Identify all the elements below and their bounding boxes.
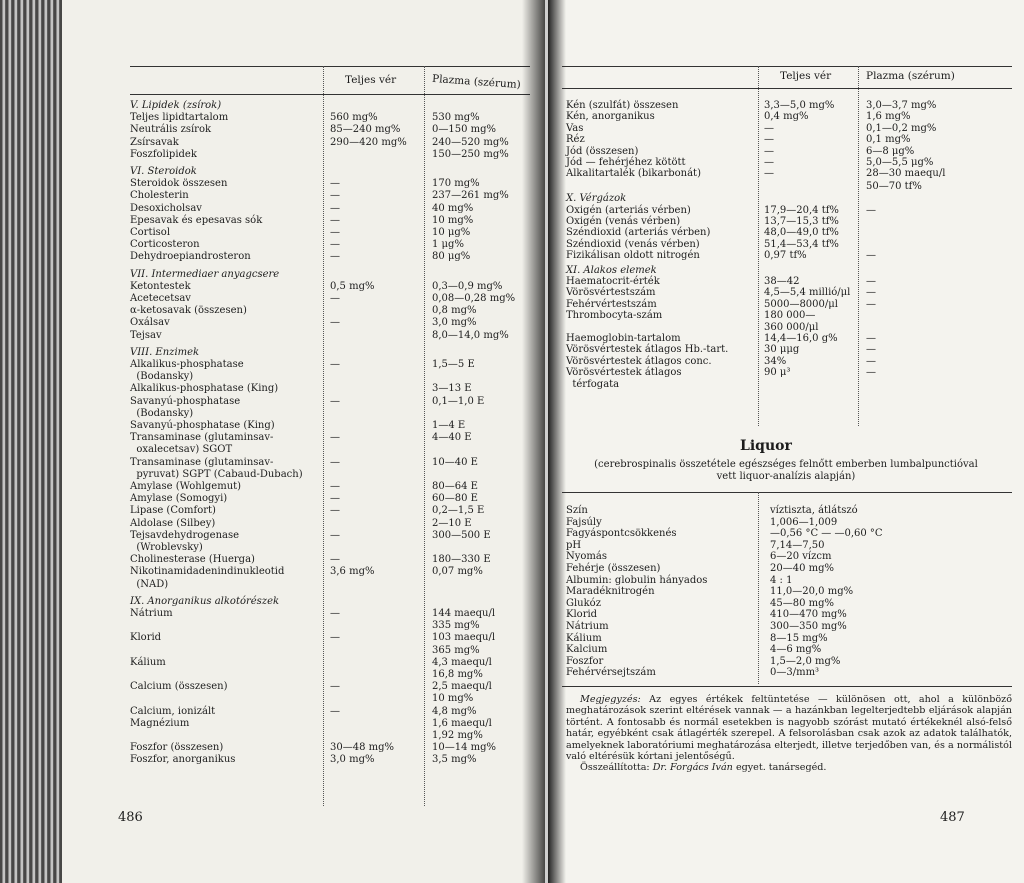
liquor-top-rule: [562, 492, 1012, 493]
column-divider: [323, 66, 324, 806]
liquor-row-value: 8—15 mg%: [770, 632, 828, 644]
plasma-value: —: [866, 367, 876, 379]
row-label: Calcium, ionizált: [130, 705, 216, 717]
column-divider: [858, 66, 859, 426]
row-label: Transaminase (glutaminsav- oxalecetsav) SGOT: [130, 432, 274, 456]
row-label: Zsírsavak: [130, 136, 179, 148]
row-label: Amylase (Wohlgemut): [130, 481, 242, 492]
plasma-value: 4,3 maequ/l 16,8 mg%: [432, 656, 492, 680]
plasma-value: 2—10 E: [432, 517, 472, 529]
liquor-row-label: Foszfor: [566, 655, 604, 667]
liquor-row-label: Fehérje (összesen): [566, 563, 661, 574]
plasma-header: Plazma (szérum): [866, 70, 955, 82]
gutter-shadow: [522, 0, 545, 883]
plasma-value: 300—500 E: [432, 529, 491, 541]
row-label: Aldolase (Silbey): [130, 517, 216, 529]
row-label: Savanyú-phosphatase (Bodansky): [130, 395, 241, 419]
section-heading: VIII. Enzimek: [130, 346, 200, 358]
row-label: Széndioxid (venás vérben): [566, 238, 700, 250]
whole-blood-value: 0,4 mg%: [764, 111, 809, 123]
row-label: Tejsavdehydrogenase (Wroblevsky): [130, 529, 240, 553]
liquor-row-label: Nátrium: [566, 621, 609, 632]
plasma-value: 150—250 mg%: [432, 148, 509, 160]
liquor-row-value: —0,56 °C — —0,60 °C: [770, 528, 883, 540]
liquor-row-label: Klorid: [566, 609, 598, 621]
liquor-row-value: 7,14—7,50: [770, 539, 825, 551]
whole-blood-value: 90 μ³: [764, 367, 791, 379]
row-label: Epesavak és epesavas sók: [130, 214, 263, 226]
plasma-value: 1—4 E: [432, 420, 466, 431]
whole-blood-value: —: [330, 227, 340, 238]
row-label: Foszfolipidek: [130, 148, 197, 160]
whole-blood-value: —: [330, 432, 340, 444]
liquor-row-label: Kalcium: [566, 644, 608, 656]
row-label: Cholesterin: [130, 190, 189, 202]
plasma-value: 240—520 mg%: [432, 136, 509, 148]
note-text: Az egyes értékek feltüntetése — különösen ott, ahol a különböző meghatározások szerint eltérések vannak — a hazánkban legelterjedtebb eljárások alapján történt. A fontosabb és normál esetekben is nagyobb szórást mutató értékeknél alsó-felső határ, egyébként csak átlagérték szerepel. A felsorolásban csak azok az adatok találhatók, amelyeknek laboratóriumi meghatározása elterjedt, illetve terjedőben van, és a normálistól való eltérésük kórtani jelentőségű.: [566, 694, 1012, 763]
whole-blood-value: —: [330, 608, 340, 619]
row-label: Steroidok összesen: [130, 178, 228, 190]
whole-blood-value: —: [330, 251, 340, 263]
plasma-value: 3,5 mg%: [432, 754, 477, 766]
plasma-value: 6—8 μg%: [866, 145, 915, 157]
row-label: Tejsav: [130, 329, 162, 341]
column-divider: [758, 66, 759, 426]
row-label: Haematocrit-érték: [566, 276, 660, 287]
row-label: Oxigén (arteriás vérben): [566, 204, 691, 216]
plasma-value: 103 maequ/l 365 mg%: [432, 632, 496, 656]
whole-blood-value: 34%: [764, 355, 787, 367]
whole-blood-value: 14,4—16,0 g%: [764, 333, 838, 344]
row-label: Teljes lipidtartalom: [130, 112, 229, 124]
plasma-value: 80 μg%: [432, 251, 471, 263]
plasma-value: 60—80 E: [432, 493, 478, 505]
plasma-value: 180—330 E: [432, 554, 491, 566]
row-label: Nátrium: [130, 608, 173, 619]
plasma-value: 0,3—0,9 mg%: [432, 280, 503, 292]
row-label: Fehérvértestszám: [566, 298, 657, 310]
row-label: Amylase (Somogyi): [130, 493, 228, 505]
row-label: Vörösvértestek átlagos térfogata: [566, 367, 682, 391]
plasma-value: 5,0—5,5 μg%: [866, 157, 934, 168]
liquor-row-value: 300—350 mg%: [770, 621, 847, 632]
row-label: Vörösvértestszám: [566, 287, 656, 299]
row-label: Thrombocyta-szám: [566, 310, 663, 322]
row-label: Vörösvértestek átlagos Hb.-tart.: [566, 344, 729, 356]
row-label: Kálium: [130, 656, 166, 668]
row-label: Cholinesterase (Huerga): [130, 554, 255, 566]
liquor-row-label: Maradéknitrogén: [566, 586, 655, 598]
row-label: Kén (szulfát) összesen: [566, 100, 679, 111]
liquor-row-value: 4—6 mg%: [770, 644, 822, 656]
whole-blood-value: 290—420 mg%: [330, 136, 407, 148]
plasma-value: 530 mg%: [432, 112, 480, 124]
whole-blood-value: —: [330, 190, 340, 202]
plasma-value: —: [866, 287, 876, 299]
plasma-value: 3,0—3,7 mg%: [866, 100, 937, 111]
whole-blood-value: 13,7—15,3 tf%: [764, 216, 839, 227]
header-top-rule: [130, 66, 530, 67]
whole-blood-value: 38—42: [764, 276, 800, 287]
section-heading: VII. Intermediaer anyagcsere: [130, 268, 280, 280]
whole-blood-value: 30—48 mg%: [330, 742, 395, 754]
header-top-rule: [562, 66, 1012, 67]
section-heading: V. Lipidek (zsírok): [130, 100, 222, 111]
row-label: Calcium (összesen): [130, 681, 228, 693]
plasma-value: 4—40 E: [432, 432, 472, 444]
plasma-value: 8,0—14,0 mg%: [432, 329, 509, 341]
whole-blood-value: —: [330, 202, 340, 214]
row-label: Neutrális zsírok: [130, 124, 212, 136]
binding-shade: [0, 0, 62, 883]
plasma-value: 10—40 E: [432, 456, 478, 468]
whole-blood-value: 4,5—5,4 millió/μl: [764, 287, 851, 299]
plasma-value: —: [866, 204, 876, 216]
plasma-value: 1,6 mg%: [866, 111, 911, 123]
whole-blood-value: —: [764, 157, 774, 168]
row-label: Magnézium: [130, 717, 190, 729]
row-label: Alkalikus-phosphatase (Bodansky): [130, 359, 244, 383]
liquor-row-value: 410—470 mg%: [770, 609, 847, 621]
whole-blood-value: —: [330, 395, 340, 407]
column-divider: [758, 492, 759, 684]
row-label: Cortisol: [130, 227, 171, 238]
section-heading: VI. Steroidok: [130, 166, 197, 177]
plasma-value: 144 maequ/l 335 mg%: [432, 608, 496, 632]
page-number: 486: [118, 810, 143, 825]
plasma-value: —: [866, 276, 876, 287]
section-heading: XI. Alakos elemek: [566, 264, 657, 276]
plasma-value: 3—13 E: [432, 383, 472, 395]
whole-blood-value: —: [330, 554, 340, 566]
liquor-row-value: 4 : 1: [770, 574, 793, 586]
row-label: Jód (összesen): [566, 145, 639, 157]
whole-blood-header: Teljes vér: [345, 74, 397, 86]
whole-blood-value: —: [330, 529, 340, 541]
whole-blood-value: 48,0—49,0 tf%: [764, 227, 839, 239]
whole-blood-value: 30 μμg: [764, 344, 800, 356]
row-label: Alkalitartalék (bikarbonát): [566, 168, 701, 180]
plasma-value: 0,8 mg%: [432, 305, 477, 317]
plasma-value: 0—150 mg%: [432, 124, 497, 136]
row-label: Acetecetsav: [130, 293, 191, 304]
plasma-value: 170 mg%: [432, 178, 480, 190]
whole-blood-value: —: [330, 239, 340, 251]
plasma-value: —: [866, 298, 876, 310]
plasma-value: —: [866, 344, 876, 356]
whole-blood-value: 3,0 mg%: [330, 754, 375, 766]
whole-blood-value: 0,97 tf%: [764, 250, 807, 262]
row-label: Nikotinamidadenindinukleotid (NAD): [130, 566, 285, 590]
row-label: Klorid: [130, 632, 162, 644]
row-label: Corticosteron: [130, 239, 200, 251]
row-label: Foszfor, anorganikus: [130, 754, 236, 766]
liquor-bottom-rule: [562, 686, 1012, 687]
plasma-value: 0,1—0,2 mg%: [866, 122, 937, 134]
whole-blood-value: 180 000— 360 000/μl: [764, 310, 819, 334]
plasma-value: 0,07 mg%: [432, 566, 483, 578]
column-divider: [424, 66, 425, 806]
plasma-value: 10 mg%: [432, 214, 474, 226]
row-label: Haemoglobin-tartalom: [566, 333, 681, 344]
row-label: Fizikálisan oldott nitrogén: [566, 250, 700, 262]
whole-blood-value: —: [330, 493, 340, 505]
whole-blood-value: —: [764, 122, 774, 134]
plasma-value: 28—30 maequ/l 50—70 tf%: [866, 168, 946, 192]
whole-blood-value: —: [330, 178, 340, 190]
whole-blood-value: —: [764, 145, 774, 157]
whole-blood-value: —: [330, 359, 340, 370]
whole-blood-value: —: [764, 134, 774, 146]
row-label: Kén, anorganikus: [566, 111, 655, 123]
plasma-value: 80—64 E: [432, 481, 478, 492]
footnote: [566, 694, 1012, 774]
whole-blood-value: —: [330, 293, 340, 304]
whole-blood-value: —: [330, 456, 340, 468]
liquor-row-label: Kálium: [566, 632, 602, 644]
whole-blood-value: 85—240 mg%: [330, 124, 401, 136]
whole-blood-value: —: [330, 632, 340, 644]
liquor-title: Liquor: [740, 438, 792, 454]
whole-blood-value: —: [330, 214, 340, 226]
liquor-row-label: Nyomás: [566, 551, 607, 563]
plasma-value: 0,1—1,0 E: [432, 395, 485, 407]
liquor-row-value: 1,5—2,0 mg%: [770, 655, 841, 667]
plasma-value: 0,2—1,5 E: [432, 505, 485, 517]
gutter-shadow: [548, 0, 566, 883]
compiled-by-name: Dr. Forgács Iván: [652, 762, 733, 774]
plasma-value: 1 μg%: [432, 239, 464, 251]
liquor-row-label: pH: [566, 539, 582, 551]
note-label: Megjegyzés:: [580, 694, 641, 705]
plasma-value: 4,8 mg%: [432, 705, 477, 717]
row-label: Foszfor (összesen): [130, 742, 224, 754]
row-label: Oxálsav: [130, 317, 170, 329]
plasma-value: 1,6 maequ/l 1,92 mg%: [432, 717, 492, 741]
plasma-value: —: [866, 355, 876, 367]
liquor-row-label: Glukóz: [566, 597, 601, 609]
liquor-row-value: 45—80 mg%: [770, 597, 835, 609]
liquor-row-label: Szín: [566, 505, 588, 516]
plasma-value: —: [866, 333, 876, 344]
liquor-row-label: Fehérvérsejtszám: [566, 667, 656, 679]
liquor-row-label: Fajsúly: [566, 516, 602, 528]
whole-blood-value: —: [330, 705, 340, 717]
page-number: 487: [940, 810, 965, 825]
whole-blood-value: —: [330, 505, 340, 517]
row-label: Vas: [566, 122, 584, 134]
liquor-row-value: 0—3/mm³: [770, 667, 820, 679]
compiled-by-label: Összeállította:: [580, 762, 650, 774]
plasma-value: 3,0 mg%: [432, 317, 477, 329]
row-label: Dehydroepiandrosteron: [130, 251, 251, 263]
liquor-row-value: 20—40 mg%: [770, 563, 835, 574]
whole-blood-value: —: [330, 317, 340, 329]
plasma-header: Plazma (szérum): [431, 72, 522, 92]
right-page: [548, 0, 1024, 883]
plasma-value: 40 mg%: [432, 202, 474, 214]
row-label: Lipase (Comfort): [130, 505, 216, 517]
whole-blood-value: 3,6 mg%: [330, 566, 375, 578]
whole-blood-value: 17,9—20,4 tf%: [764, 204, 839, 216]
row-label: α-ketosavak (összesen): [130, 305, 247, 317]
whole-blood-value: —: [764, 168, 774, 180]
plasma-value: 10 μg%: [432, 227, 471, 238]
liquor-subtitle: (cerebrospinalis összetétele egészséges felnőtt emberben lumbalpunctióval vett liquor-analízis alapján): [594, 459, 978, 483]
whole-blood-value: 5000—8000/μl: [764, 298, 838, 310]
row-label: Oxigén (venás vérben): [566, 216, 681, 227]
section-heading: IX. Anorganikus alkotórészek: [130, 595, 280, 607]
liquor-row-label: Fagyáspontcsökkenés: [566, 528, 677, 540]
liquor-row-label: Albumin: globulin hányados: [566, 574, 708, 586]
liquor-row-value: 1,006—1,009: [770, 516, 838, 528]
whole-blood-value: 0,5 mg%: [330, 280, 375, 292]
section-heading: X. Vérgázok: [566, 193, 627, 205]
row-label: Ketontestek: [130, 280, 191, 292]
row-label: Transaminase (glutaminsav- pyruvat) SGPT (Cabaud-Dubach): [130, 456, 303, 480]
liquor-row-value: 11,0—20,0 mg%: [770, 586, 854, 598]
whole-blood-value: 3,3—5,0 mg%: [764, 100, 835, 111]
plasma-value: 237—261 mg%: [432, 190, 509, 202]
whole-blood-value: 560 mg%: [330, 112, 378, 124]
row-label: Alkalikus-phosphatase (King): [130, 383, 279, 395]
plasma-value: 10—14 mg%: [432, 742, 497, 754]
header-bottom-rule: [130, 94, 530, 95]
liquor-row-value: víztiszta, átlátszó: [770, 505, 858, 516]
whole-blood-value: 51,4—53,4 tf%: [764, 238, 839, 250]
whole-blood-header: Teljes vér: [780, 70, 832, 82]
row-label: Jód — fehérjéhez kötött: [566, 157, 686, 168]
row-label: Desoxicholsav: [130, 202, 202, 214]
liquor-row-value: 6—20 vízcm: [770, 551, 832, 563]
row-label: Savanyú-phosphatase (King): [130, 420, 275, 431]
whole-blood-value: —: [330, 481, 340, 492]
plasma-value: 2,5 maequ/l 10 mg%: [432, 681, 492, 705]
row-label: Széndioxid (arteriás vérben): [566, 227, 711, 239]
compiled-by-title: egyet. tanársegéd.: [735, 762, 827, 774]
plasma-value: —: [866, 250, 876, 262]
plasma-value: 0,1 mg%: [866, 134, 911, 146]
plasma-value: 1,5—5 E: [432, 359, 475, 370]
whole-blood-value: —: [330, 681, 340, 693]
row-label: Réz: [566, 134, 585, 146]
plasma-value: 0,08—0,28 mg%: [432, 293, 516, 304]
row-label: Vörösvértestek átlagos conc.: [566, 355, 712, 367]
header-bottom-rule: [562, 88, 1012, 89]
